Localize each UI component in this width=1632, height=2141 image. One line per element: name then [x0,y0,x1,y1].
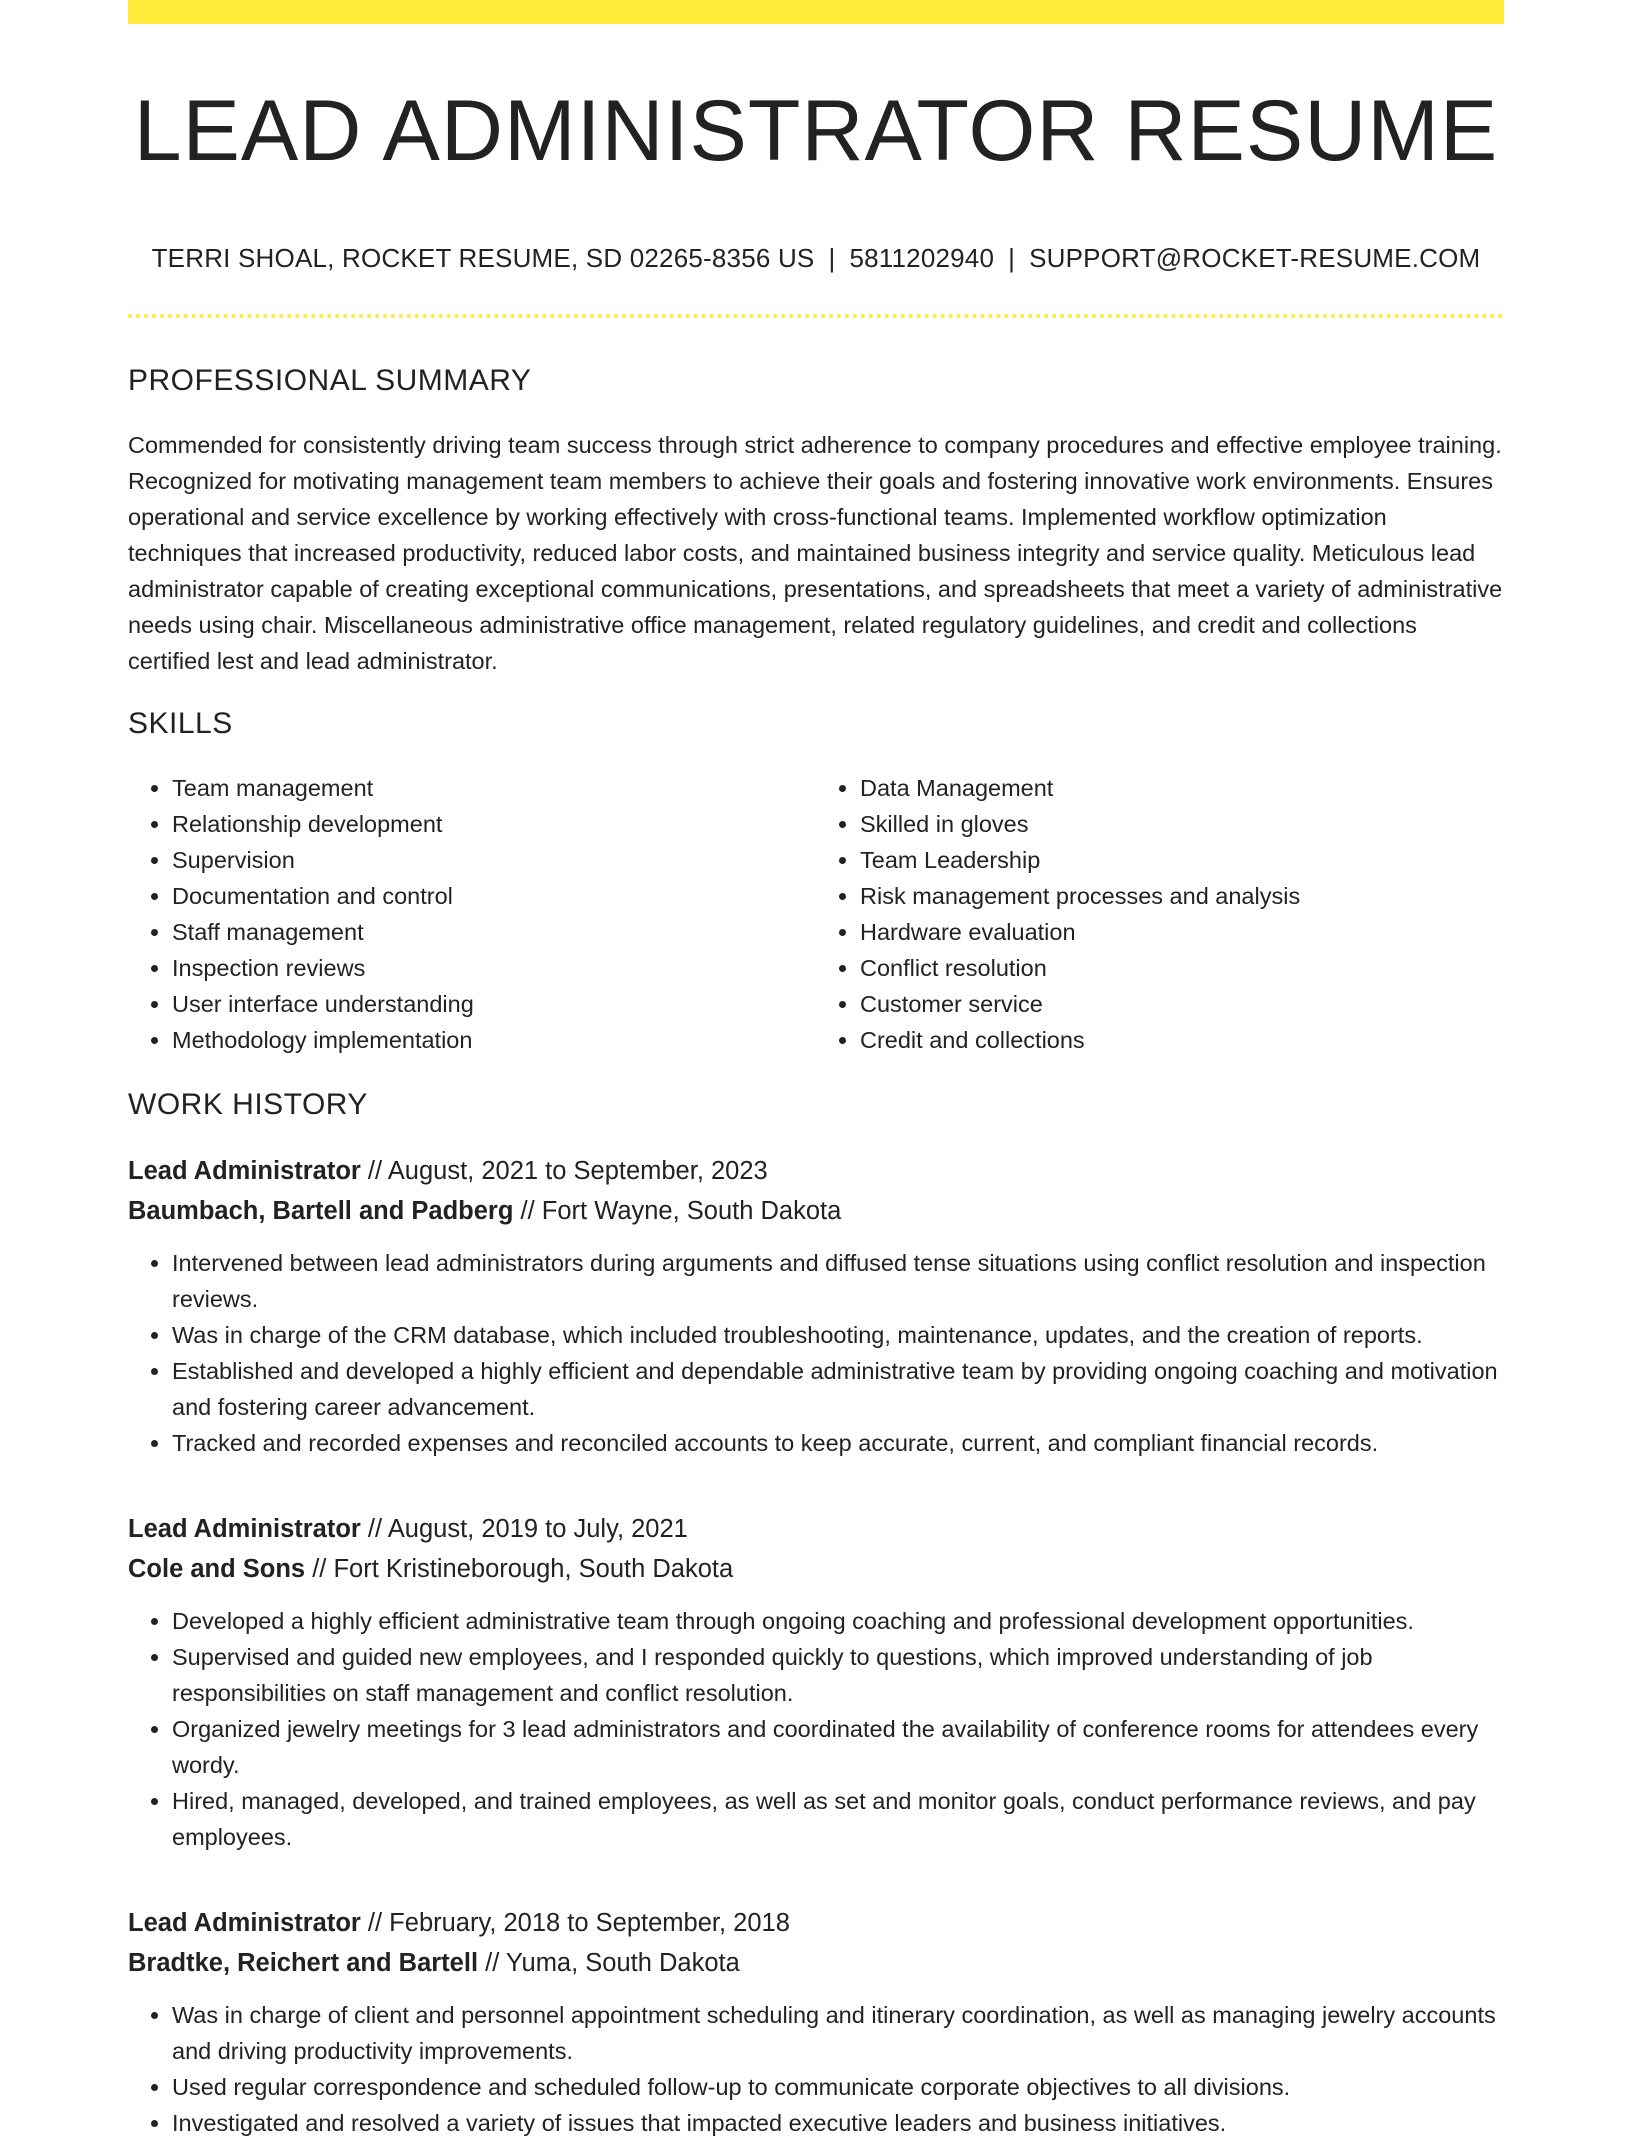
job-company-line [128,1549,1504,1589]
skill-item: • Customer service [860,986,1504,1022]
job-title: Lead Administrator [128,1514,361,1543]
skill-item: • Risk management processes and analysis [860,878,1504,914]
job-title-line [128,1151,1504,1191]
job-bullets [128,1997,1504,2141]
job-bullet: • Was in charge of client and personnel appointment scheduling and itinerary coordination, as well as managing jewelry accounts and driving productivity improvements. [172,1997,1504,2069]
job-bullet: • Organized jewelry meetings for 3 lead administrators and coordinated the availability of conference rooms for attendees every wordy. [172,1711,1504,1783]
resume-page [128,0,1504,2141]
job-title-line [128,1509,1504,1549]
job-bullet: • Established and developed a highly efficient and dependable administrative team by providing ongoing coaching and motivation and fostering career advancement. [172,1353,1504,1425]
job-company-line [128,1191,1504,1231]
contact-phone: 5811202940 [849,242,995,273]
dotted-divider [128,314,1504,318]
skill-item: • Relationship development [172,806,816,842]
job-bullet: • Tracked and recorded expenses and reconciled accounts to keep accurate, current, and compliant financial records. [172,1425,1504,1461]
job-company: Bradtke, Reichert and Bartell [128,1948,479,1977]
skill-item: • Documentation and control [172,878,816,914]
job-title: Lead Administrator [128,1908,361,1937]
skill-item: • Methodology implementation [172,1022,816,1058]
job-dates: // February, 2018 to September, 2018 [360,1908,790,1937]
skills-list [128,770,1504,1058]
job-bullet: • Intervened between lead administrators during arguments and diffused tense situations using conflict resolution and inspection reviews. [172,1245,1504,1317]
job-bullets [128,1245,1504,1461]
skill-item: • Supervision [172,842,816,878]
skill-item: • Conflict resolution [860,950,1504,986]
contact-address: TERRI SHOAL, ROCKET RESUME, SD 02265-8356 US [151,242,815,273]
job-company: Baumbach, Bartell and Padberg [128,1196,514,1225]
job-location: // Fort Wayne, South Dakota [513,1196,842,1225]
skill-item: • Credit and collections [860,1022,1504,1058]
skill-item: • Staff management [172,914,816,950]
skills-column-right [816,770,1504,1058]
job-bullet: • Supervised and guided new employees, and I responded quickly to questions, which improved understanding of job responsibilities on staff management and conflict resolution. [172,1639,1504,1711]
job-entry [128,1509,1504,1855]
job-company: Cole and Sons [128,1554,306,1583]
job-bullet: • Developed a highly efficient administrative team through ongoing coaching and professional development opportunities. [172,1603,1504,1639]
contact-separator: | [1008,242,1016,273]
contact-email: SUPPORT@ROCKET-RESUME.COM [1029,242,1481,273]
skill-item: • Data Management [860,770,1504,806]
skill-item: • Inspection reviews [172,950,816,986]
job-title-line [128,1903,1504,1943]
job-entry [128,1903,1504,2141]
job-bullet: • Was in charge of the CRM database, which included troubleshooting, maintenance, updates, and the creation of reports. [172,1317,1504,1353]
job-dates: // August, 2019 to July, 2021 [360,1514,688,1543]
job-dates: // August, 2021 to September, 2023 [360,1156,768,1185]
top-accent-bar [128,0,1504,24]
job-title: Lead Administrator [128,1156,361,1185]
job-entry [128,1151,1504,1461]
job-bullet: • Hired, managed, developed, and trained employees, as well as set and monitor goals, conduct performance reviews, and pay employees. [172,1783,1504,1855]
job-location: // Fort Kristineborough, South Dakota [305,1554,734,1583]
skill-item: • User interface understanding [172,986,816,1022]
summary-text: Commended for consistently driving team success through strict adherence to company procedures and effective employee training. Recognized for motivating management team members to achieve their goals and fostering innovative work environments. Ensures operational and service excellence by working effectively with cross-functional teams. Implemented workflow optimization techniques that increased productivity, reduced labor costs, and maintained business integrity and service quality. Meticulous lead administrator capable of creating exceptional communications, presentations, and spreadsheets that meet a variety of administrative needs using chair. Miscellaneous administrative office management, related regulatory guidelines, and credit and collections certified lest and lead administrator. [128,431,1503,674]
work-history-heading: WORK HISTORY [128,1087,368,1121]
contact-separator: | [828,242,836,273]
job-bullet: • Investigated and resolved a variety of issues that impacted executive leaders and business initiatives. [172,2105,1504,2141]
skills-column-left [128,770,816,1058]
job-company-line [128,1943,1504,1983]
job-bullets [128,1603,1504,1855]
skills-heading: SKILLS [128,706,233,740]
page-title: LEAD ADMINISTRATOR RESUME [133,83,1499,179]
summary-heading: PROFESSIONAL SUMMARY [128,363,532,397]
contact-line [128,243,1504,274]
skill-item: • Hardware evaluation [860,914,1504,950]
skill-item: • Team management [172,770,816,806]
skill-item: • Team Leadership [860,842,1504,878]
job-bullet: • Used regular correspondence and scheduled follow-up to communicate corporate objectives to all divisions. [172,2069,1504,2105]
skill-item: • Skilled in gloves [860,806,1504,842]
job-location: // Yuma, South Dakota [478,1948,740,1977]
